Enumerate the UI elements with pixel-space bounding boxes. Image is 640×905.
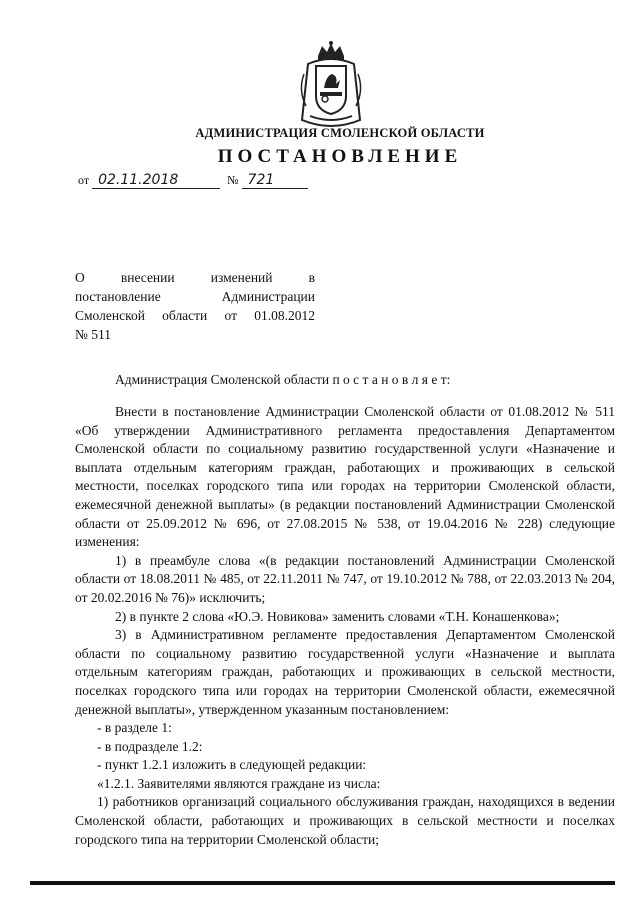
subject-line: № 511 [75,327,112,342]
body-paragraph: 1) в преамбуле слова «(в редакции постановлений Администрации Смоленской области от 18.08.2011 № 485, от 22.11.2011 № 747, от 19.10.2012 № 788, от 22.03.2013 № 204, от 20.02.2016 № 76)» исключить; [75,552,615,605]
coat-of-arms-icon [296,40,366,132]
body-paragraph: 2) в пункте 2 слова «Ю.Э. Новикова» заменить словами «Т.Н. Конашенкова»; [115,608,560,624]
body-paragraph: «1.2.1. Заявителями являются граждане из числа: [97,775,381,791]
body-paragraph: 1) работников организаций социального обслуживания граждан, находящихся в ведении Смоленской области, работающих и проживающих в сельской местности и поселках городского типа на территории Смоленской области; [75,794,615,847]
subject-line: постановление Администрации [75,289,315,304]
date-number-line [78,173,308,189]
subject-line: О внесении изменений в [75,270,315,285]
number-label: № [227,173,239,187]
body-paragraph: - в разделе 1: [97,720,172,736]
organization-title: АДМИНИСТРАЦИЯ СМОЛЕНСКОЙ ОБЛАСТИ [195,126,485,140]
body-paragraph: 3) в Административном регламенте предоставления Департаментом Смоленской области по социальному развитию государственной услуги «Назначение и выплата отдельным категориям граждан, работающих и проживающих в сельской местности, поселках городского типа или городах на территории Смоленской области, ежемесячной денежной выплаты», утвержденном указанным постановлением: [75,627,615,717]
body-paragraph: Внести в постановление Администрации Смоленской области от 01.08.2012 № 511 «Об утверждении Административного регламента предоставления Департаментом Смоленской области по социальному развитию государственной услуги «Назначение и выплата отдельным категориям граждан, работающих и проживающих в сельской местности, поселках городского типа или городах на территории Смоленской области, ежемесячной денежной выплаты» (в редакции постановлений Администрации Смоленской области от 25.09.2012 № 696, от 27.08.2015 № 538, от 19.04.2016 № 228) следующие изменения: [75,404,615,550]
document-type-title: ПОСТАНОВЛЕНИЕ [217,146,463,167]
footer-divider [30,881,615,885]
document-body [75,403,615,849]
body-paragraph: - в подразделе 1.2: [97,738,203,754]
document-subject [75,268,315,344]
handwritten-date: 02.11.2018 [92,173,220,189]
body-paragraph: - пункт 1.2.1 изложить в следующей редакции: [97,757,367,773]
preamble: Администрация Смоленской области п о с т а н о в л я е т: [115,372,451,387]
handwritten-number: 721 [242,173,308,189]
subject-line: Смоленской области от 01.08.2012 [75,308,315,323]
date-label: от [78,173,90,187]
